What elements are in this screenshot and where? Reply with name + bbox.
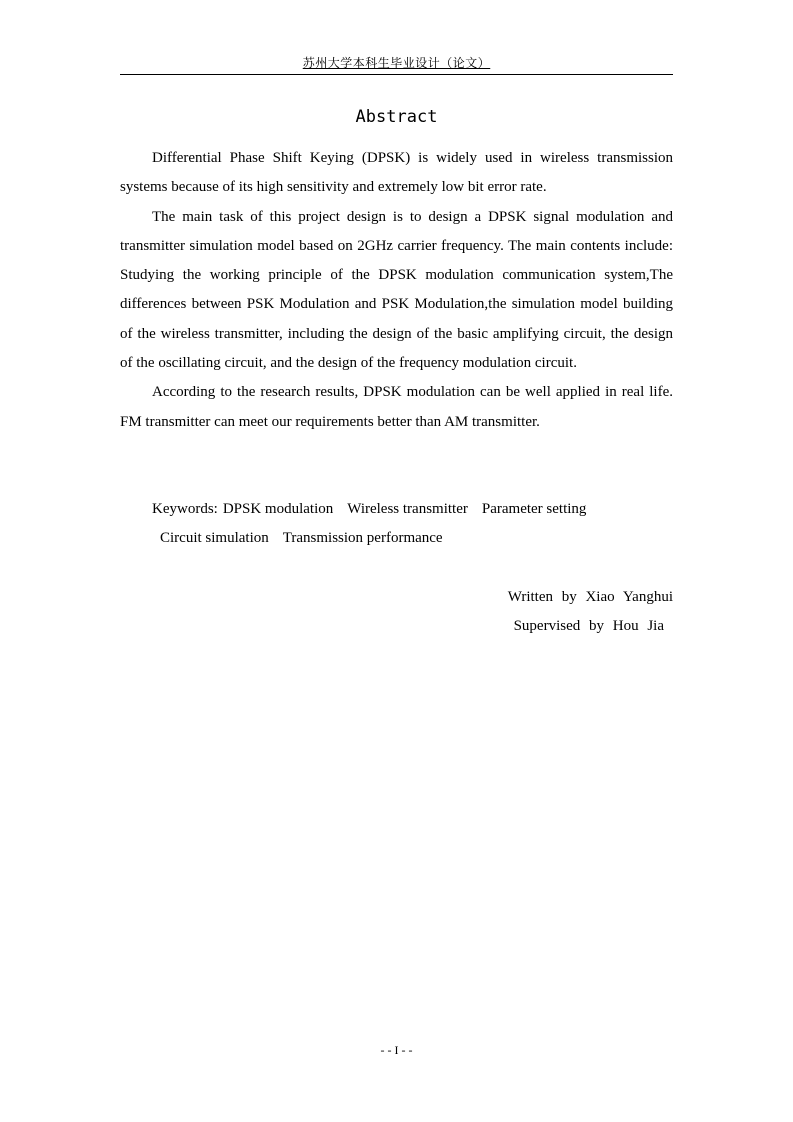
abstract-paragraph-1: Differential Phase Shift Keying (DPSK) is widely used in wireless transmission systems because of its high sensitivity and extremely low bit error rate. bbox=[120, 150, 673, 196]
keywords-line-1 bbox=[152, 495, 673, 524]
header-text: 苏州大学本科生毕业设计（论文） bbox=[302, 56, 491, 70]
keywords-block bbox=[152, 495, 673, 554]
written-by: Written by Xiao Yanghui bbox=[507, 589, 673, 605]
abstract-paragraph-3: According to the research results, DPSK modulation can be well applied in real life. FM transmitter can meet our requirements better than AM transmitter. bbox=[120, 384, 673, 430]
keywords-line-2 bbox=[152, 524, 673, 553]
keyword-item: Circuit simulation bbox=[160, 530, 269, 547]
abstract-paragraph-2: The main task of this project design is to design a DPSK signal modulation and transmitter simulation model based on 2GHz carrier frequency. The main contents include: Studying the working principle of the DPSK modulation communication system,The differences between PSK Modulation and PSK Modulation,the simulation model building of the wireless transmitter, including the design of the basic amplifying circuit, the design of the oscillating circuit, and the design of the frequency modulation circuit. bbox=[120, 208, 673, 372]
abstract-title: Abstract bbox=[355, 107, 438, 127]
page-header bbox=[120, 55, 673, 75]
abstract-body bbox=[120, 144, 673, 437]
keywords-label: Keywords: bbox=[152, 501, 218, 517]
keyword-item: Transmission performance bbox=[282, 530, 443, 547]
supervised-by: Supervised by Hou Jia bbox=[513, 618, 664, 635]
keyword-item: DPSK modulation bbox=[222, 501, 334, 517]
keyword-item: Wireless transmitter bbox=[347, 501, 468, 517]
keyword-item: Parameter setting bbox=[481, 501, 587, 517]
page-number: - - I - - bbox=[380, 1043, 413, 1057]
signature-block bbox=[508, 583, 673, 642]
